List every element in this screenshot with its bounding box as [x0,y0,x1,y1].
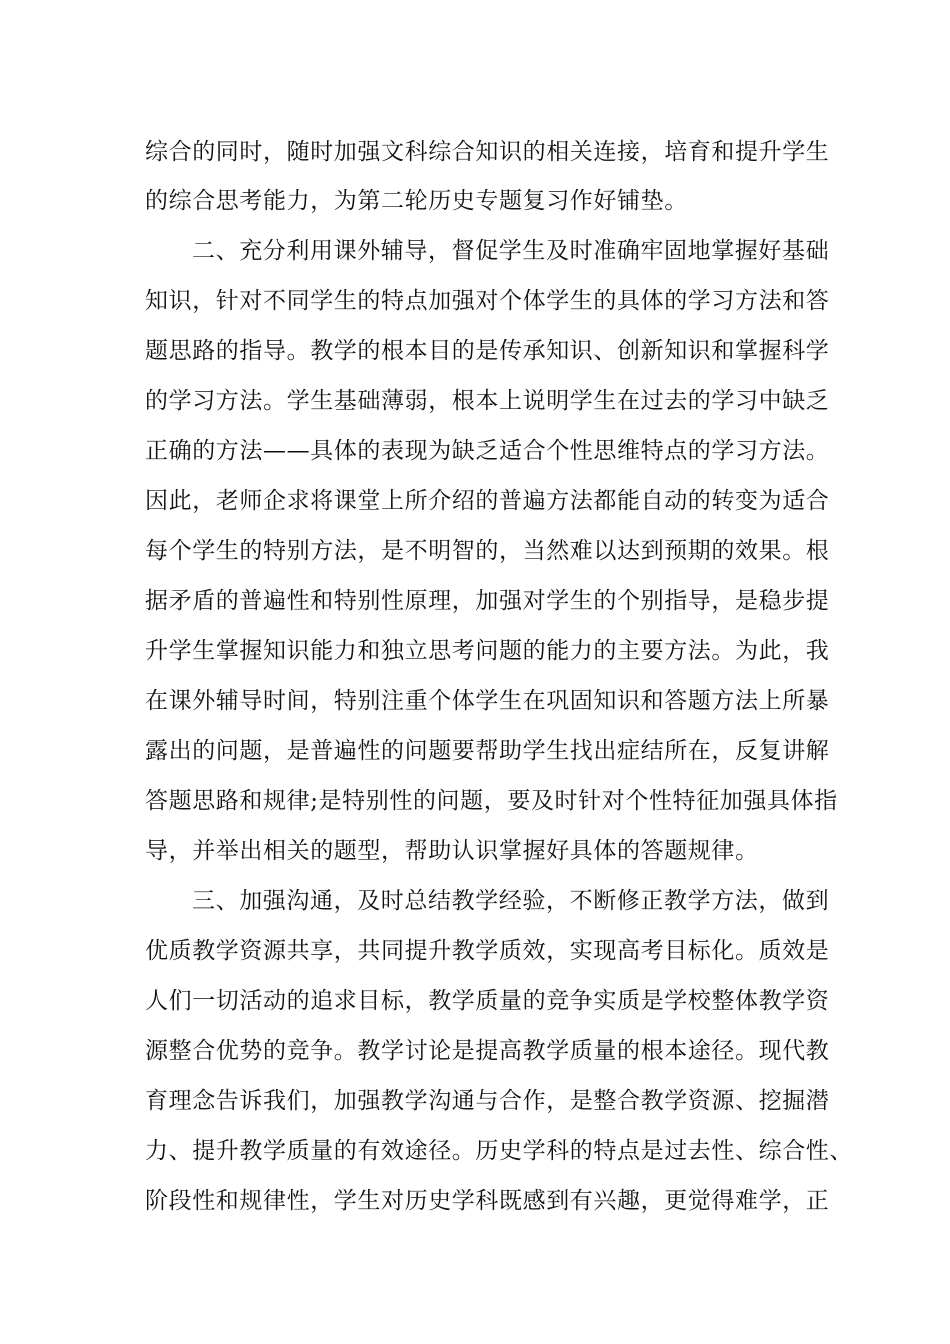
text-line: 的学习方法。学生基础薄弱，根本上说明学生在过去的学习中缺乏 [145,388,830,414]
text-line: 答题思路和规律;是特别性的问题，要及时针对个性特征加强具体指 [145,788,838,814]
text-line: 育理念告诉我们，加强教学沟通与合作，是整合教学资源、挖掘潜 [145,1088,830,1114]
text-line: 综合的同时，随时加强文科综合知识的相关连接，培育和提升学生 [145,139,830,165]
text-line: 据矛盾的普遍性和特别性原理，加强对学生的个别指导，是稳步提 [145,588,830,614]
text-line: 导，并举出相关的题型，帮助认识掌握好具体的答题规律。 [145,838,759,864]
text-line: 每个学生的特别方法，是不明智的，当然难以达到预期的效果。根 [145,538,830,564]
text-line: 升学生掌握知识能力和独立思考问题的能力的主要方法。为此，我 [145,638,830,664]
text-line: 的综合思考能力，为第二轮历史专题复习作好铺垫。 [145,188,688,214]
text-line: 露出的问题，是普遍性的问题要帮助学生找出症结所在，反复讲解 [145,738,830,764]
paragraph-start-line: 三、加强沟通，及时总结教学经验，不断修正教学方法，做到 [192,888,830,914]
text-line: 题思路的指导。教学的根本目的是传承知识、创新知识和掌握科学 [145,338,830,364]
paragraph-start-line: 二、充分利用课外辅导，督促学生及时准确牢固地掌握好基础 [192,238,830,264]
text-line: 源整合优势的竞争。教学讨论是提高教学质量的根本途径。现代教 [145,1038,830,1064]
text-line: 优质教学资源共享，共同提升教学质效，实现高考目标化。质效是 [145,938,830,964]
text-line: 人们一切活动的追求目标，教学质量的竞争实质是学校整体教学资 [145,988,830,1014]
text-line: 正确的方法——具体的表现为缺乏适合个性思维特点的学习方法。 [145,438,830,464]
text-line: 力、提升教学质量的有效途径。历史学科的特点是过去性、综合性、 [145,1138,853,1164]
text-line: 在课外辅导时间，特别注重个体学生在巩固知识和答题方法上所暴 [145,688,830,714]
text-line: 阶段性和规律性，学生对历史学科既感到有兴趣，更觉得难学，正 [145,1188,830,1214]
text-line: 知识，针对不同学生的特点加强对个体学生的具体的学习方法和答 [145,288,830,314]
text-line: 因此，老师企求将课堂上所介绍的普遍方法都能自动的转变为适合 [145,488,830,514]
